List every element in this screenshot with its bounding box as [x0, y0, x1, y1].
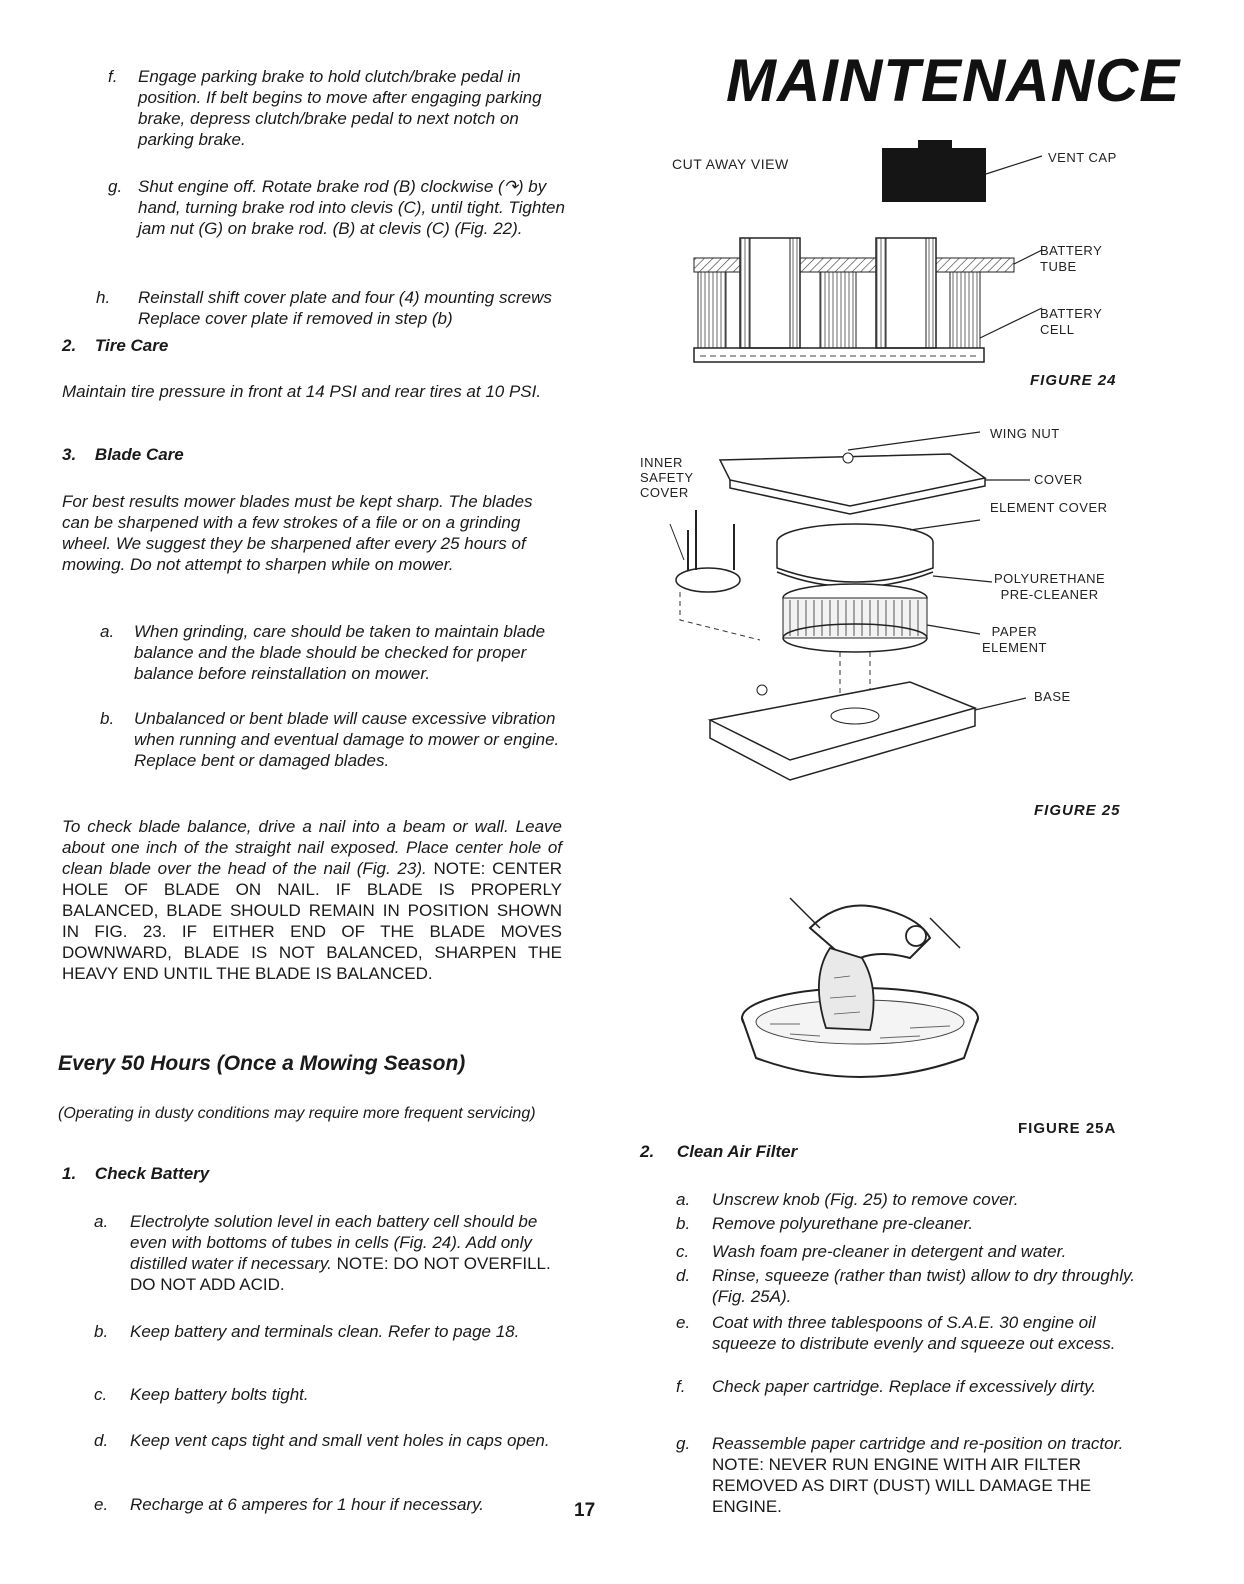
- step-letter: b.: [94, 1322, 109, 1341]
- battery-step-e: [94, 1494, 564, 1515]
- step-letter: f.: [108, 67, 118, 86]
- battery-step-a: [94, 1211, 556, 1295]
- step-letter: a.: [100, 622, 115, 641]
- label-line: PAPER: [991, 624, 1038, 639]
- step-text: Keep battery bolts tight.: [130, 1385, 309, 1404]
- step-letter: e.: [676, 1313, 691, 1332]
- element-cover-label: ELEMENT COVER: [990, 500, 1108, 515]
- heading-number: 2.: [62, 336, 77, 355]
- label-line: TUBE: [1040, 259, 1077, 274]
- step-text: Coat with three tablespoons of S.A.E. 30 engine oil squeeze to distribute evenly and squeeze out excess.: [712, 1313, 1116, 1353]
- heading-number: 2.: [640, 1142, 655, 1161]
- step-letter: b.: [676, 1214, 691, 1233]
- battery-cutaway-drawing: [680, 138, 1050, 370]
- section-heading: Every 50 Hours (Once a Mowing Season): [58, 1052, 466, 1075]
- step-g: [108, 176, 578, 239]
- air-step-f: [676, 1376, 1146, 1397]
- step-letter: g.: [676, 1434, 691, 1453]
- wing-nut-label: WING NUT: [990, 426, 1060, 441]
- tire-care-text: Maintain tire pressure in front at 14 PSI and rear tires at 10 PSI.: [62, 382, 542, 401]
- washing-precleaner-drawing: [730, 858, 990, 1098]
- step-text: Rinse, squeeze (rather than twist) allow to dry throughly. (Fig. 25A).: [712, 1266, 1135, 1306]
- step-letter: a.: [676, 1190, 691, 1209]
- air-step-e: [676, 1312, 1146, 1354]
- step-letter: c.: [676, 1242, 690, 1261]
- step-text: Electrolyte solution level in each battery cell should be even with bottoms of tubes in cells (Fig. 24). Add only distilled water if necessary.: [130, 1212, 538, 1273]
- label-line: INNER: [640, 455, 683, 470]
- balance-note: NOTE: CENTER HOLE OF BLADE ON NAIL. IF BLADE IS PROPERLY BALANCED, BLADE SHOULD REMAIN IN POSITION SHOWN IN FIG. 23. IF EITHER END OF THE BLADE MOVES DOWNWARD, BLADE IS NOT BALANCED, SHARPEN THE HEAVY END UNTIL THE BLADE IS BALANCED.: [62, 859, 562, 983]
- step-text: Reinstall shift cover plate and four (4) mounting screws Replace cover plate if removed in step (b): [138, 288, 552, 328]
- blade-care-text: For best results mower blades must be kept sharp. The blades can be sharpened with a few strokes of a file or on a grinding wheel. We suggest they be sharpened after every 25 hours of mowing. Do not attempt to sharpen while on mower.: [62, 492, 533, 574]
- step-text: Engage parking brake to hold clutch/brake pedal in position. If belt begins to move after engaging parking brake, depress clutch/brake pedal to next notch on parking brake.: [138, 67, 542, 149]
- label-line: ELEMENT: [982, 640, 1047, 655]
- vent-cap: [882, 148, 986, 202]
- check-battery-heading: [62, 1164, 209, 1184]
- step-text: Recharge at 6 amperes for 1 hour if necessary.: [130, 1495, 485, 1514]
- step-letter: g.: [108, 177, 123, 196]
- label-line: PRE-CLEANER: [1000, 587, 1099, 602]
- step-note: NOTE: NEVER RUN ENGINE WITH AIR FILTER REMOVED AS DIRT (DUST) WILL DAMAGE THE ENGINE.: [712, 1455, 1092, 1516]
- step-text: Keep vent caps tight and small vent holes in caps open.: [130, 1431, 550, 1450]
- blade-step-b: [100, 708, 560, 771]
- step-text: When grinding, care should be taken to maintain blade balance and the blade should be checked for proper balance before reinstallation on mower.: [134, 622, 546, 683]
- heading-text: Tire Care: [94, 336, 169, 355]
- step-text: Wash foam pre-cleaner in detergent and water.: [712, 1242, 1067, 1261]
- balance-instructions: To check blade balance, drive a nail into a beam or wall. Leave about one inch of the straight nail exposed. Place center hole of clean blade over the head of the nail (Fig. 23).: [62, 817, 562, 878]
- step-letter: f.: [676, 1377, 686, 1396]
- page-number: 17: [574, 1500, 596, 1521]
- label-line: BATTERY: [1040, 306, 1103, 321]
- label-line: CELL: [1040, 322, 1075, 337]
- air-filter-exploded-drawing: [650, 420, 1050, 800]
- battery-step-b: [94, 1321, 556, 1342]
- step-letter: e.: [94, 1495, 109, 1514]
- label-line: SAFETY: [640, 470, 694, 485]
- cover-label: COVER: [1034, 472, 1083, 487]
- air-step-g: [676, 1433, 1146, 1517]
- battery-step-c: [94, 1384, 556, 1405]
- page-title: MAINTENANCE: [726, 47, 1181, 114]
- step-text: Check paper cartridge. Replace if excessively dirty.: [712, 1377, 1097, 1396]
- heading-text: Clean Air Filter: [676, 1142, 798, 1161]
- step-letter: b.: [100, 709, 115, 728]
- cut-away-label: CUT AWAY VIEW: [672, 156, 789, 172]
- step-letter: c.: [94, 1385, 108, 1404]
- step-h: [96, 287, 578, 329]
- step-text: Shut engine off. Rotate brake rod (B) clockwise (↷) by hand, turning brake rod into clevis (C), until tight. Tighten jam nut (G) on brake rod. (B) at clevis (C) (Fig. 22).: [138, 177, 565, 238]
- step-text: Remove polyurethane pre-cleaner.: [712, 1214, 974, 1233]
- step-text: Reassemble paper cartridge and re-position on tractor.: [712, 1434, 1124, 1453]
- air-step-a: [676, 1189, 1146, 1210]
- blade-balance-paragraph: [62, 816, 562, 984]
- section-note: (Operating in dusty conditions may require more frequent servicing): [58, 1105, 536, 1122]
- step-letter: d.: [676, 1266, 691, 1285]
- step-letter: d.: [94, 1431, 109, 1450]
- air-step-b: [676, 1213, 1146, 1234]
- vent-cap-label: VENT CAP: [1048, 150, 1117, 165]
- step-letter: h.: [96, 288, 111, 307]
- heading-number: 1.: [62, 1164, 77, 1183]
- label-line: COVER: [640, 485, 689, 500]
- heading-text: Check Battery: [94, 1164, 210, 1183]
- step-text: Keep battery and terminals clean. Refer to page 18.: [130, 1322, 520, 1341]
- air-step-d: [676, 1265, 1146, 1307]
- step-text: Unbalanced or bent blade will cause excessive vibration when running and eventual damage to mower or engine. Replace bent or damaged blades.: [134, 709, 560, 770]
- figure-24-caption: FIGURE 24: [1030, 372, 1117, 389]
- blade-care-heading: [62, 445, 184, 465]
- heading-number: 3.: [62, 445, 77, 464]
- air-step-c: [676, 1241, 1146, 1262]
- step-text: Unscrew knob (Fig. 25) to remove cover.: [712, 1190, 1019, 1209]
- figure-25-caption: FIGURE 25: [1034, 802, 1121, 819]
- step-letter: a.: [94, 1212, 109, 1231]
- base-label: BASE: [1034, 689, 1071, 704]
- clean-air-filter-heading: [640, 1142, 797, 1162]
- label-line: BATTERY: [1040, 243, 1103, 258]
- label-line: POLYURETHANE: [994, 571, 1106, 586]
- battery-step-d: [94, 1430, 556, 1451]
- blade-step-a: [100, 621, 560, 684]
- step-note: NOTE: DO NOT OVERFILL. DO NOT ADD ACID.: [130, 1254, 551, 1294]
- heading-text: Blade Care: [94, 445, 184, 464]
- step-f: [108, 66, 578, 150]
- figure-25a-caption: FIGURE 25A: [1018, 1120, 1117, 1137]
- tire-care-heading: [62, 336, 168, 356]
